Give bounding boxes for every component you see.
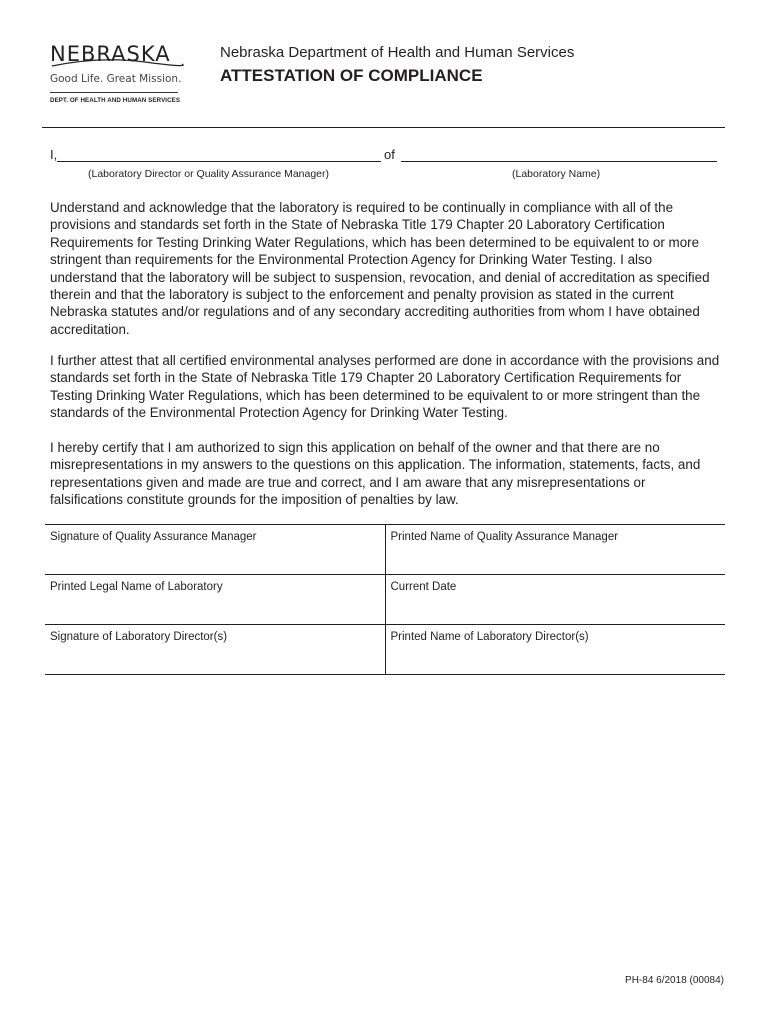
laboratory-legal-name-field[interactable]: Printed Legal Name of Laboratory [45,575,385,625]
form-identifier: PH-84 6/2018 (00084) [625,975,724,986]
lab-director-signature-field[interactable]: Signature of Laboratory Director(s) [45,625,385,675]
attestation-connector: of [384,147,395,162]
attestation-prefix: I, [50,147,58,162]
page-title: ATTESTATION OF COMPLIANCE [220,66,483,85]
header-divider [42,127,725,128]
logo-swoosh-icon [50,52,190,72]
agency-name: Nebraska Department of Health and Human Services [220,44,575,61]
laboratory-name-blank[interactable] [401,161,717,162]
paragraph-attest: I further attest that all certified environmental analyses performed are done in accordance with the provisions and standards set forth in the State of Nebraska Title 179 Chapter 20 Laboratory Certification Requirements for Testing Drinking Water Regulations, which has been determined to be equivalent to or more stringent than the standards of the Environmental Protection Agency for Drinking Water Testing. [50,353,720,421]
lab-director-printed-name-field[interactable]: Printed Name of Laboratory Director(s) [385,625,725,675]
logo-divider [50,92,178,93]
qa-manager-printed-name-field[interactable]: Printed Name of Quality Assurance Manager [385,525,725,575]
logo-tagline: Good Life. Great Mission. [50,73,182,85]
signature-row [45,525,725,575]
person-name-blank[interactable] [57,161,381,162]
laboratory-caption: (Laboratory Name) [512,168,601,180]
person-caption: (Laboratory Director or Quality Assurance Manager) [88,168,330,180]
signature-table [45,524,725,675]
paragraph-certify: I hereby certify that I am authorized to sign this application on behalf of the owner and that there are no misrepresentations in my answers to the questions on this application. The information, statements, facts, and representations given and made are true and correct, and I am aware that any misrepresentations or falsifications constitute grounds for the imposition of penalties by law. [50,440,701,508]
qa-manager-signature-field[interactable]: Signature of Quality Assurance Manager [45,525,385,575]
signature-row [45,575,725,625]
signature-row [45,625,725,675]
paragraph-compliance: Understand and acknowledge that the laboratory is required to be continually in compliance with all of the provisions and standards set forth in the State of Nebraska Title 179 Chapter 20 Laboratory Certification Requirements for Testing Drinking Water Regulations, which has been determined to be equivalent to or more stringent than requirements for the Environmental Protection Agency for Drinking Water Testing. I also understand that the laboratory will be subject to suspension, revocation, and denial of accreditation as specified therein and that the laboratory is subject to the enforcement and penalty provision as stated in the current Nebraska statutes and/or regulations and of any secondary accrediting authorities from whom I have obtained accreditation. [50,200,710,337]
logo-wordmark: NEBRASKA [50,42,171,66]
current-date-field[interactable]: Current Date [385,575,725,625]
logo-department: DEPT. OF HEALTH AND HUMAN SERVICES [50,97,181,104]
nebraska-dhhs-logo [50,44,190,104]
